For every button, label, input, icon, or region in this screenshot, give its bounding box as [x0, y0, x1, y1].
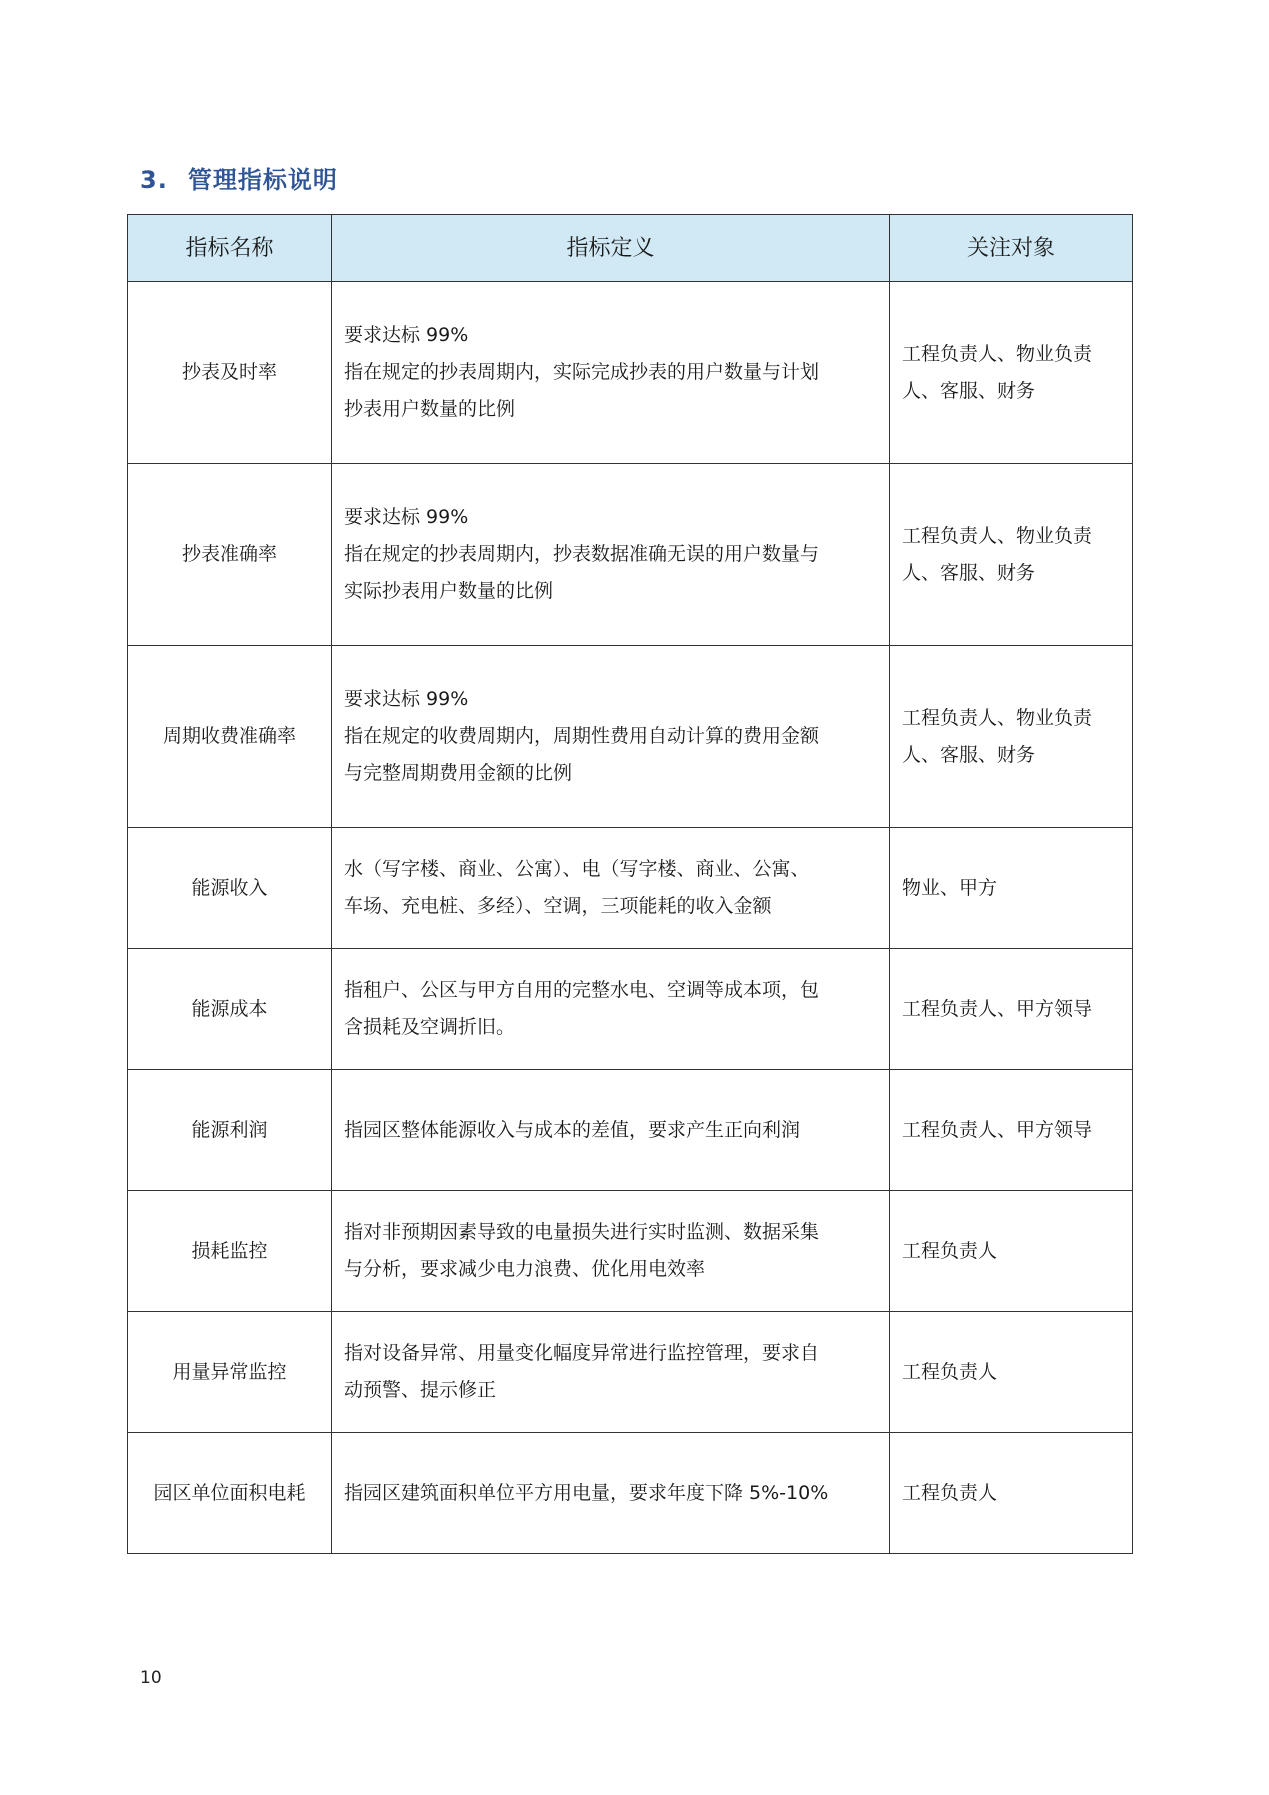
metric-definition [332, 1191, 890, 1312]
metric-name: 能源成本 [128, 949, 332, 1070]
definition-line: 要求达标 99% [344, 506, 469, 528]
metric-definition [332, 1433, 890, 1554]
metric-name: 能源收入 [128, 828, 332, 949]
metric-name: 抄表准确率 [128, 464, 332, 646]
metric-audience: 工程负责人 [890, 1191, 1133, 1312]
metric-definition [332, 282, 890, 464]
section-number: 3. [140, 166, 168, 194]
metric-audience: 工程负责人、甲方领导 [890, 949, 1133, 1070]
definition-line: 与完整周期费用金额的比例 [344, 762, 573, 784]
metric-definition [332, 646, 890, 828]
metric-audience: 工程负责人、物业负责人、客服、财务 [890, 464, 1133, 646]
metric-name: 用量异常监控 [128, 1312, 332, 1433]
section-title-text: 管理指标说明 [187, 166, 338, 194]
table-row [128, 828, 1133, 949]
definition-line: 指对非预期因素导致的电量损失进行实时监测、数据采集 [344, 1221, 820, 1243]
definition-line: 水（写字楼、商业、公寓）、电（写字楼、商业、公寓、 [344, 858, 810, 880]
table-row [128, 949, 1133, 1070]
definition-line: 要求达标 99% [344, 324, 469, 346]
definition-line: 指租户、公区与甲方自用的完整水电、空调等成本项，包 [344, 979, 820, 1001]
page-number: 10 [140, 1668, 162, 1688]
table-row [128, 464, 1133, 646]
table-header-row [128, 215, 1133, 282]
definition-line: 动预警、提示修正 [344, 1379, 497, 1401]
metric-audience: 物业、甲方 [890, 828, 1133, 949]
metric-definition [332, 828, 890, 949]
definition-line: 指在规定的收费周期内，周期性费用自动计算的费用金额 [344, 725, 820, 747]
metric-audience: 工程负责人、甲方领导 [890, 1070, 1133, 1191]
section-title [140, 160, 338, 195]
table-row [128, 1312, 1133, 1433]
definition-line: 与分析，要求减少电力浪费、优化用电效率 [344, 1258, 706, 1280]
definition-line: 要求达标 99% [344, 688, 469, 710]
metric-definition [332, 1312, 890, 1433]
table-row [128, 1191, 1133, 1312]
definition-line: 指园区整体能源收入与成本的差值，要求产生正向利润 [344, 1118, 801, 1141]
metric-name: 抄表及时率 [128, 282, 332, 464]
header-metric-name: 指标名称 [128, 215, 332, 282]
table-row [128, 646, 1133, 828]
metric-definition [332, 464, 890, 646]
metric-name: 园区单位面积电耗 [128, 1433, 332, 1554]
definition-line: 车场、充电桩、多经）、空调，三项能耗的收入金额 [344, 895, 772, 917]
metric-definition [332, 949, 890, 1070]
definition-line: 指在规定的抄表周期内，实际完成抄表的用户数量与计划 [344, 361, 820, 383]
metric-name: 能源利润 [128, 1070, 332, 1191]
metric-definition [332, 1070, 890, 1191]
header-metric-definition: 指标定义 [332, 215, 890, 282]
definition-line: 指在规定的抄表周期内，抄表数据准确无误的用户数量与 [344, 543, 820, 565]
metric-audience: 工程负责人、物业负责人、客服、财务 [890, 646, 1133, 828]
table-row [128, 1433, 1133, 1554]
definition-line: 抄表用户数量的比例 [344, 398, 516, 420]
metric-name: 周期收费准确率 [128, 646, 332, 828]
metric-name: 损耗监控 [128, 1191, 332, 1312]
definition-line: 含损耗及空调折旧。 [344, 1016, 516, 1038]
table-row [128, 282, 1133, 464]
metric-audience: 工程负责人 [890, 1312, 1133, 1433]
header-audience: 关注对象 [890, 215, 1133, 282]
metrics-table [127, 214, 1133, 1554]
definition-line: 指对设备异常、用量变化幅度异常进行监控管理，要求自 [344, 1342, 820, 1364]
table-row [128, 1070, 1133, 1191]
definition-line: 实际抄表用户数量的比例 [344, 580, 554, 602]
metric-audience: 工程负责人、物业负责人、客服、财务 [890, 282, 1133, 464]
definition-line: 指园区建筑面积单位平方用电量，要求年度下降 5%-10% [344, 1481, 829, 1504]
metric-audience: 工程负责人 [890, 1433, 1133, 1554]
